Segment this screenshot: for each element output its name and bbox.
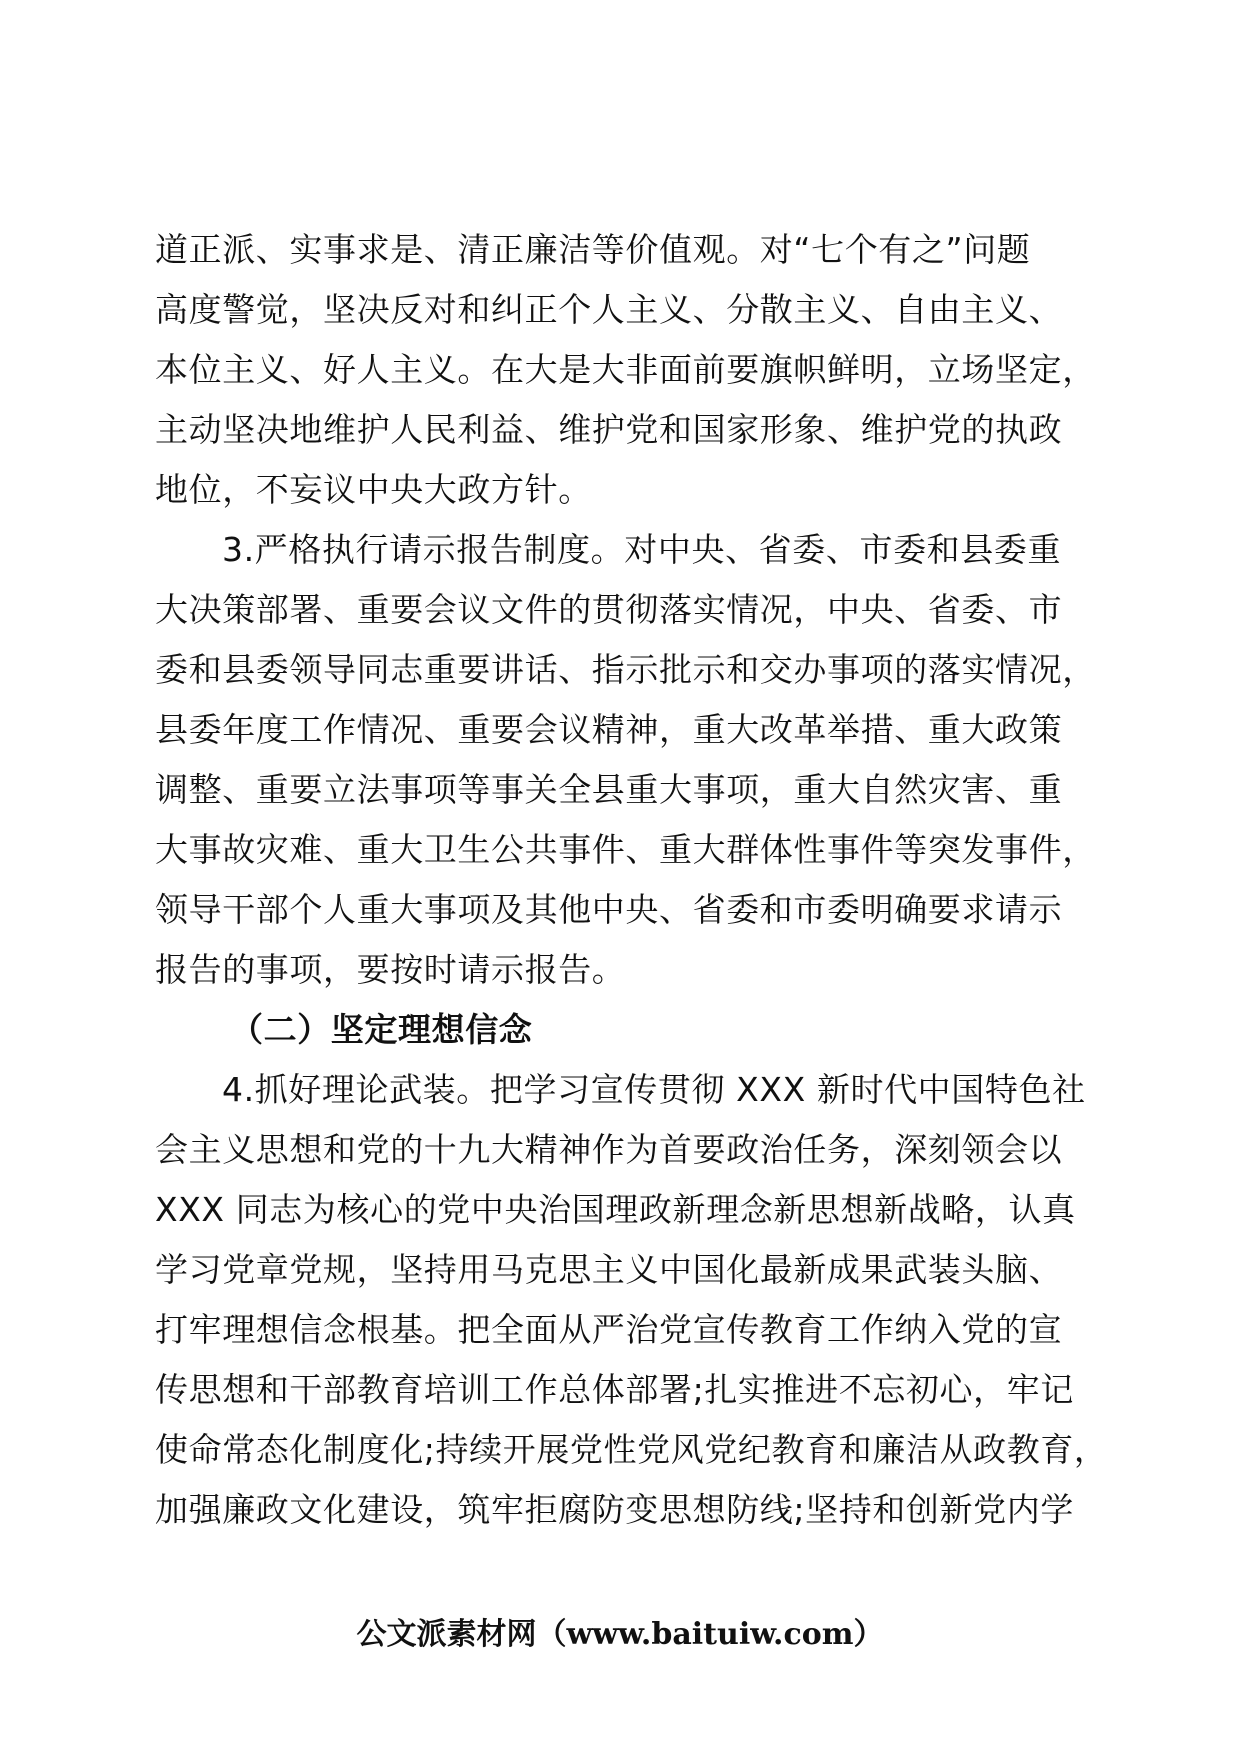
body-text-line: 调整、重要立法事项等事关全县重大事项，重大自然灾害、重 (155, 770, 1063, 809)
body-text-line: 主动坚决地维护人民利益、维护党和国家形象、维护党的执政 (155, 410, 1063, 449)
body-text-line: 使命常态化制度化;持续开展党性党风党纪教育和廉洁从政教育， (155, 1430, 1108, 1469)
paragraph-3-first-line: 3.严格执行请示报告制度。对中央、省委、市委和县委重 (222, 530, 1062, 569)
footer-watermark: 公文派素材网（www.baituiw.com） (356, 1617, 884, 1652)
section-heading: （二）坚定理想信念 (230, 1010, 533, 1049)
body-text-line: XXX 同志为核心的党中央治国理政新理念新思想新战略，认真 (155, 1190, 1076, 1229)
body-text-line: 县委年度工作情况、重要会议精神，重大改革举措、重大政策 (155, 710, 1063, 749)
body-text-line: 高度警觉，坚决反对和纠正个人主义、分散主义、自由主义、 (155, 290, 1063, 329)
body-text-line: 打牢理想信念根基。把全面从严治党宣传教育工作纳入党的宣 (155, 1310, 1063, 1349)
body-text-line: 传思想和干部教育培训工作总体部署;扎实推进不忘初心，牢记 (155, 1370, 1074, 1409)
body-text-line: 会主义思想和党的十九大精神作为首要政治任务，深刻领会以 (155, 1130, 1063, 1169)
body-text-line: 学习党章党规，坚持用马克思主义中国化最新成果武装头脑、 (155, 1250, 1063, 1289)
body-text-line: 大决策部署、重要会议文件的贯彻落实情况，中央、省委、市 (155, 590, 1063, 629)
body-text-line: 报告的事项，要按时请示报告。 (155, 950, 626, 989)
body-text-line: 加强廉政文化建设，筑牢拒腐防变思想防线;坚持和创新党内学 (155, 1490, 1074, 1529)
body-text-line: 委和县委领导同志重要讲话、指示批示和交办事项的落实情况， (155, 650, 1096, 689)
body-text-line: 道正派、实事求是、清正廉洁等价值观。对“七个有之”问题 (155, 230, 1031, 269)
body-text-line: 领导干部个人重大事项及其他中央、省委和市委明确要求请示 (155, 890, 1063, 929)
body-text-line: 大事故灾难、重大卫生公共事件、重大群体性事件等突发事件， (155, 830, 1096, 869)
paragraph-4-first-line: 4.抓好理论武装。把学习宣传贯彻 XXX 新时代中国特色社 (222, 1070, 1086, 1109)
body-text-line: 本位主义、好人主义。在大是大非面前要旗帜鲜明，立场坚定， (155, 350, 1096, 389)
body-text-line: 地位，不妄议中央大政方针。 (155, 470, 592, 509)
